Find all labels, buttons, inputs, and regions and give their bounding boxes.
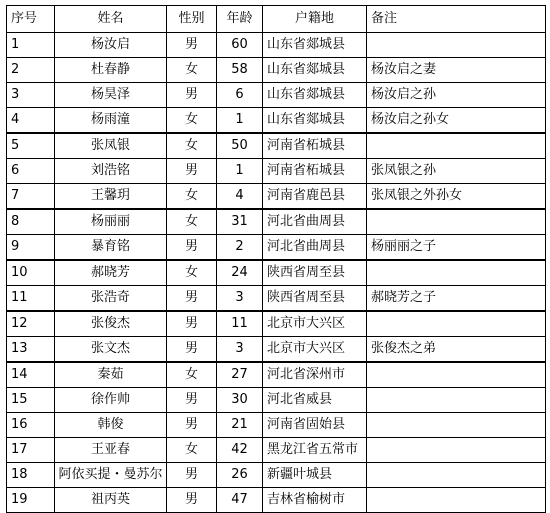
cell-name: 杨丽丽 bbox=[55, 209, 167, 235]
cell-sex: 男 bbox=[167, 311, 217, 337]
cell-note: 张凤银之孙 bbox=[367, 159, 546, 184]
cell-sex: 男 bbox=[167, 463, 217, 488]
cell-name: 杨昊泽 bbox=[55, 83, 167, 108]
table-row bbox=[7, 337, 546, 363]
table-row bbox=[7, 388, 546, 413]
cell-age: 26 bbox=[217, 463, 263, 488]
cell-name: 张凤银 bbox=[55, 133, 167, 159]
cell-seq: 12 bbox=[7, 311, 55, 337]
cell-note bbox=[367, 311, 546, 337]
header-place: 户籍地 bbox=[263, 6, 367, 33]
cell-place: 河北省深州市 bbox=[263, 362, 367, 388]
table-row bbox=[7, 33, 546, 58]
cell-note bbox=[367, 260, 546, 286]
cell-sex: 女 bbox=[167, 362, 217, 388]
cell-age: 11 bbox=[217, 311, 263, 337]
cell-sex: 女 bbox=[167, 438, 217, 463]
cell-seq: 13 bbox=[7, 337, 55, 363]
cell-seq: 3 bbox=[7, 83, 55, 108]
cell-name: 张文杰 bbox=[55, 337, 167, 363]
cell-sex: 女 bbox=[167, 108, 217, 134]
table-row bbox=[7, 209, 546, 235]
cell-seq: 1 bbox=[7, 33, 55, 58]
table-row bbox=[7, 159, 546, 184]
cell-seq: 4 bbox=[7, 108, 55, 134]
header-seq: 序号 bbox=[7, 6, 55, 33]
cell-name: 杜春静 bbox=[55, 58, 167, 83]
header-name: 姓名 bbox=[55, 6, 167, 33]
table-row bbox=[7, 184, 546, 210]
cell-name: 张浩奇 bbox=[55, 286, 167, 312]
cell-place: 山东省郯城县 bbox=[263, 108, 367, 134]
cell-seq: 9 bbox=[7, 235, 55, 261]
cell-sex: 男 bbox=[167, 388, 217, 413]
cell-age: 24 bbox=[217, 260, 263, 286]
cell-place: 北京市大兴区 bbox=[263, 311, 367, 337]
table-row bbox=[7, 83, 546, 108]
cell-place: 陕西省周至县 bbox=[263, 260, 367, 286]
cell-sex: 女 bbox=[167, 184, 217, 210]
table-row bbox=[7, 438, 546, 463]
cell-place: 山东省郯城县 bbox=[263, 58, 367, 83]
cell-name: 刘浩铭 bbox=[55, 159, 167, 184]
cell-age: 58 bbox=[217, 58, 263, 83]
cell-seq: 10 bbox=[7, 260, 55, 286]
cell-note bbox=[367, 463, 546, 488]
cell-name: 秦茹 bbox=[55, 362, 167, 388]
header-sex: 性别 bbox=[167, 6, 217, 33]
cell-name: 张俊杰 bbox=[55, 311, 167, 337]
cell-note bbox=[367, 438, 546, 463]
cell-place: 河北省曲周县 bbox=[263, 209, 367, 235]
cell-note bbox=[367, 33, 546, 58]
cell-sex: 男 bbox=[167, 488, 217, 513]
cell-name: 杨汝启 bbox=[55, 33, 167, 58]
cell-age: 21 bbox=[217, 413, 263, 438]
cell-sex: 女 bbox=[167, 260, 217, 286]
table-row bbox=[7, 286, 546, 312]
table-row bbox=[7, 235, 546, 261]
cell-note: 杨汝启之孙女 bbox=[367, 108, 546, 134]
cell-note bbox=[367, 362, 546, 388]
cell-note: 杨汝启之孙 bbox=[367, 83, 546, 108]
cell-place: 新疆叶城县 bbox=[263, 463, 367, 488]
cell-note bbox=[367, 488, 546, 513]
cell-name: 王馨玥 bbox=[55, 184, 167, 210]
cell-sex: 女 bbox=[167, 58, 217, 83]
cell-name: 王亚春 bbox=[55, 438, 167, 463]
cell-place: 陕西省周至县 bbox=[263, 286, 367, 312]
cell-seq: 14 bbox=[7, 362, 55, 388]
cell-place: 北京市大兴区 bbox=[263, 337, 367, 363]
cell-note: 张凤银之外孙女 bbox=[367, 184, 546, 210]
table-row bbox=[7, 58, 546, 83]
cell-sex: 女 bbox=[167, 209, 217, 235]
cell-note: 杨汝启之妻 bbox=[367, 58, 546, 83]
cell-seq: 16 bbox=[7, 413, 55, 438]
passenger-list-table bbox=[6, 5, 546, 513]
cell-name: 徐作帅 bbox=[55, 388, 167, 413]
cell-note: 张俊杰之弟 bbox=[367, 337, 546, 363]
cell-age: 4 bbox=[217, 184, 263, 210]
table-row bbox=[7, 463, 546, 488]
cell-age: 3 bbox=[217, 337, 263, 363]
cell-seq: 8 bbox=[7, 209, 55, 235]
cell-name: 暴育铭 bbox=[55, 235, 167, 261]
cell-name: 阿依买提・曼苏尔 bbox=[55, 463, 167, 488]
table-row bbox=[7, 362, 546, 388]
cell-place: 河南省柘城县 bbox=[263, 133, 367, 159]
cell-note: 杨丽丽之子 bbox=[367, 235, 546, 261]
cell-age: 30 bbox=[217, 388, 263, 413]
cell-note: 郝晓芳之子 bbox=[367, 286, 546, 312]
cell-seq: 6 bbox=[7, 159, 55, 184]
cell-sex: 女 bbox=[167, 133, 217, 159]
cell-age: 50 bbox=[217, 133, 263, 159]
table-row bbox=[7, 488, 546, 513]
cell-name: 韩俊 bbox=[55, 413, 167, 438]
cell-sex: 男 bbox=[167, 159, 217, 184]
table-row bbox=[7, 133, 546, 159]
cell-sex: 男 bbox=[167, 33, 217, 58]
header-age: 年龄 bbox=[217, 6, 263, 33]
table-row bbox=[7, 108, 546, 134]
cell-age: 1 bbox=[217, 108, 263, 134]
cell-seq: 19 bbox=[7, 488, 55, 513]
cell-note bbox=[367, 388, 546, 413]
cell-name: 祖丙英 bbox=[55, 488, 167, 513]
cell-seq: 11 bbox=[7, 286, 55, 312]
cell-place: 山东省郯城县 bbox=[263, 83, 367, 108]
cell-place: 河南省鹿邑县 bbox=[263, 184, 367, 210]
table-row bbox=[7, 413, 546, 438]
cell-age: 27 bbox=[217, 362, 263, 388]
cell-seq: 7 bbox=[7, 184, 55, 210]
cell-note bbox=[367, 413, 546, 438]
cell-place: 吉林省榆树市 bbox=[263, 488, 367, 513]
header-note: 备注 bbox=[367, 6, 546, 33]
cell-place: 黑龙江省五常市 bbox=[263, 438, 367, 463]
cell-place: 河北省威县 bbox=[263, 388, 367, 413]
header-row bbox=[7, 6, 546, 33]
cell-name: 杨雨潼 bbox=[55, 108, 167, 134]
cell-sex: 男 bbox=[167, 413, 217, 438]
cell-sex: 男 bbox=[167, 235, 217, 261]
cell-seq: 15 bbox=[7, 388, 55, 413]
cell-age: 42 bbox=[217, 438, 263, 463]
cell-seq: 17 bbox=[7, 438, 55, 463]
table-row bbox=[7, 311, 546, 337]
cell-seq: 2 bbox=[7, 58, 55, 83]
cell-age: 6 bbox=[217, 83, 263, 108]
cell-note bbox=[367, 133, 546, 159]
table-row bbox=[7, 260, 546, 286]
cell-place: 河北省曲周县 bbox=[263, 235, 367, 261]
cell-note bbox=[367, 209, 546, 235]
cell-seq: 5 bbox=[7, 133, 55, 159]
cell-age: 2 bbox=[217, 235, 263, 261]
cell-age: 31 bbox=[217, 209, 263, 235]
cell-age: 60 bbox=[217, 33, 263, 58]
cell-sex: 男 bbox=[167, 83, 217, 108]
cell-place: 河南省柘城县 bbox=[263, 159, 367, 184]
cell-sex: 男 bbox=[167, 337, 217, 363]
cell-age: 1 bbox=[217, 159, 263, 184]
cell-name: 郝晓芳 bbox=[55, 260, 167, 286]
cell-age: 3 bbox=[217, 286, 263, 312]
cell-sex: 男 bbox=[167, 286, 217, 312]
cell-seq: 18 bbox=[7, 463, 55, 488]
cell-place: 山东省郯城县 bbox=[263, 33, 367, 58]
cell-place: 河南省固始县 bbox=[263, 413, 367, 438]
cell-age: 47 bbox=[217, 488, 263, 513]
